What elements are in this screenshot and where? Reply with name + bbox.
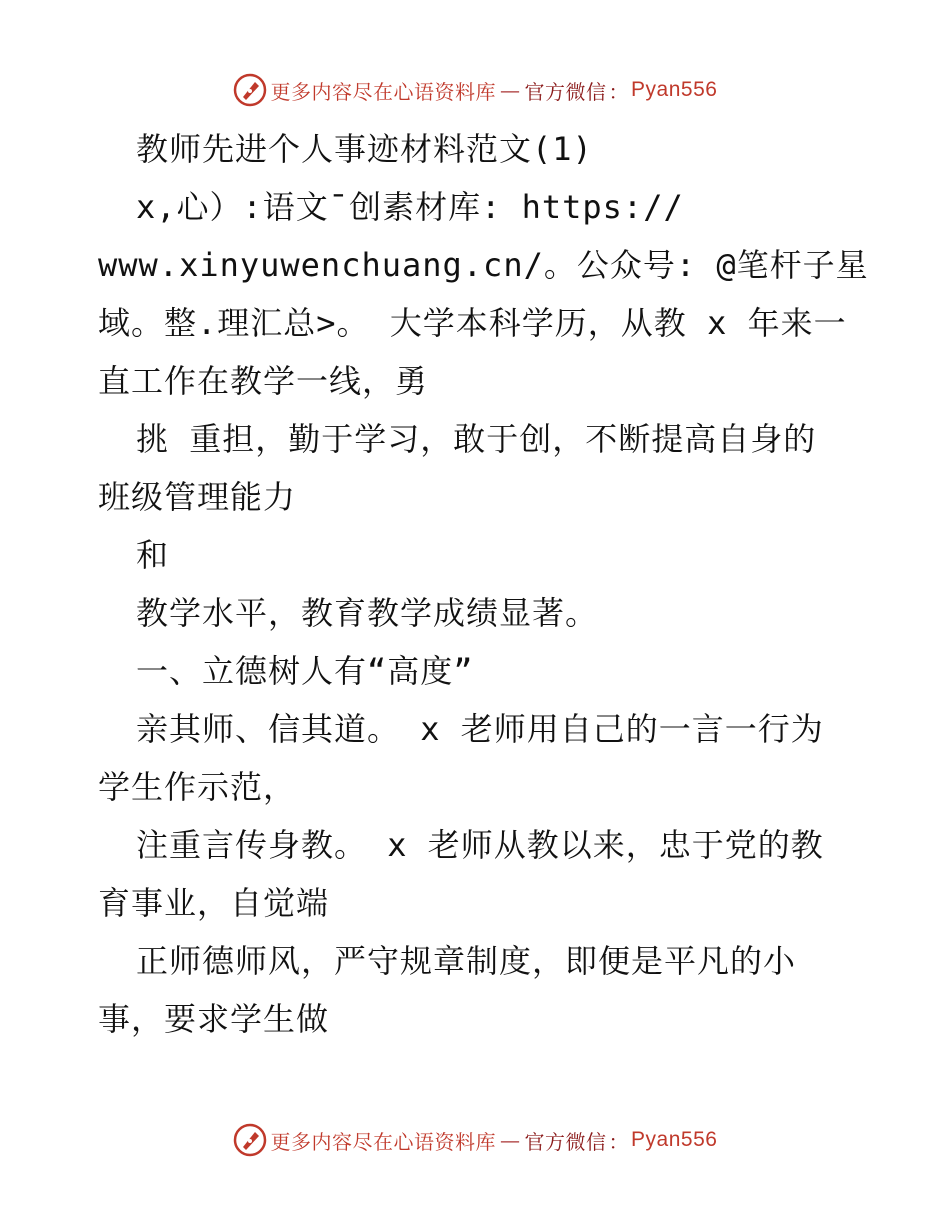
banner-separator: — xyxy=(500,1128,521,1152)
banner-colon: ： xyxy=(608,1129,630,1154)
document-line: 学生作示范， xyxy=(98,768,297,806)
section-heading: 一、立德树人有“高度” xyxy=(136,652,474,690)
document-line: 事，要求学生做 xyxy=(98,1000,330,1038)
header-watermark xyxy=(0,70,950,110)
banner-official-label: 官方微信 xyxy=(524,1129,607,1154)
document-line: 域。整.理汇总>。 大学本科学历，从教 x 年来一 xyxy=(98,304,847,342)
document-line: 注重言传身教。 x 老师从教以来，忠于党的教 xyxy=(136,826,824,864)
document-line: www.xinyuwenchuang.cn/。公众号: @笔杆子星 xyxy=(98,246,869,284)
document-title: 教师先进个人事迹材料范文(1) xyxy=(136,130,593,168)
document-line: 正师德师风，严守规章制度，即便是平凡的小 xyxy=(136,942,797,980)
banner-wechat-id: Pyan556 xyxy=(631,1128,718,1151)
document-line: x,心）:语文¯创素材库: https:// xyxy=(136,188,684,226)
footer-watermark xyxy=(0,1120,950,1160)
document-line: 班级管理能力 xyxy=(98,478,297,516)
document-line: 直工作在教学一线，勇 xyxy=(98,362,429,400)
banner-official-label: 官方微信 xyxy=(524,79,607,104)
document-line: 亲其师、信其道。 x 老师用自己的一言一行为 xyxy=(136,710,824,748)
document-line: 育事业，自觉端 xyxy=(98,884,330,922)
pen-nib-logo-icon xyxy=(233,73,267,107)
document-line: 教学水平，教育教学成绩显著。 xyxy=(136,594,599,632)
document-line: 和 xyxy=(136,536,170,574)
pen-nib-logo-icon xyxy=(233,1123,267,1157)
banner-colon: ： xyxy=(608,79,630,104)
banner-site-text: 更多内容尽在心语资料库 xyxy=(270,1129,497,1154)
banner-site-text: 更多内容尽在心语资料库 xyxy=(270,79,497,104)
banner-wechat-id: Pyan556 xyxy=(631,78,718,101)
banner-separator: — xyxy=(500,78,521,102)
document-line: 挑 重担，勤于学习，敢于创，不断提高自身的 xyxy=(136,420,817,458)
document-body xyxy=(98,120,898,1048)
